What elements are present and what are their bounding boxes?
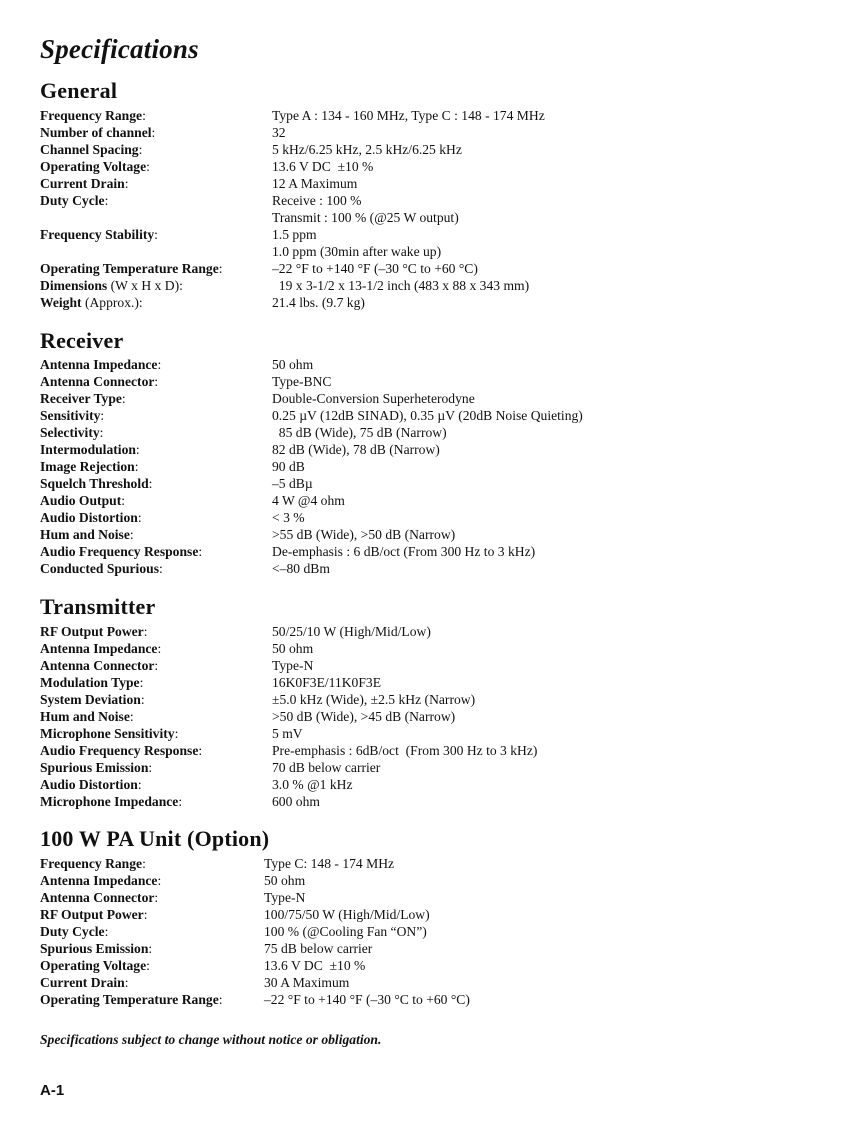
spec-label — [40, 742, 202, 759]
spec-value: 50/25/10 W (High/Mid/Low) — [272, 624, 431, 639]
spec-label — [40, 373, 158, 390]
spec-row — [40, 640, 840, 657]
spec-value: >55 dB (Wide), >50 dB (Narrow) — [272, 527, 456, 542]
spec-label-name: Dimensions — [40, 278, 108, 293]
spec-row — [40, 390, 840, 407]
spec-value: 4 W @4 ohm — [272, 493, 345, 508]
spec-label-name: Selectivity — [40, 425, 100, 440]
spec-label — [40, 158, 150, 175]
spec-label — [40, 974, 128, 991]
section-title-transmitter: Transmitter — [40, 594, 156, 619]
spec-label — [40, 226, 158, 243]
spec-row — [40, 492, 840, 509]
spec-label-suffix: : — [154, 890, 159, 905]
spec-value: Type A : 134 - 160 MHz, Type C : 148 - 174 MHz — [272, 108, 545, 123]
spec-value: –22 °F to +140 °F (–30 °C to +60 °C) — [264, 992, 470, 1007]
spec-row — [40, 691, 840, 708]
spec-value: 50 ohm — [264, 873, 306, 888]
spec-row — [40, 889, 840, 906]
spec-label-name: Channel Spacing — [40, 142, 139, 157]
spec-label — [40, 906, 148, 923]
spec-row — [40, 407, 840, 424]
spec-label — [40, 708, 134, 725]
spec-value: Type-N — [264, 890, 306, 905]
spec-label-suffix: : — [174, 726, 179, 741]
spec-label-suffix: : — [134, 459, 139, 474]
spec-label-name: Frequency Stability — [40, 227, 155, 242]
spec-label-name: Audio Distortion — [40, 777, 138, 792]
spec-row — [40, 475, 840, 492]
spec-row — [40, 657, 840, 674]
spec-value: 13.6 V DC ±10 % — [272, 159, 374, 174]
spec-label-suffix: : — [143, 907, 148, 922]
spec-value: 75 dB below carrier — [264, 941, 373, 956]
spec-row — [40, 192, 840, 209]
spec-label-suffix: : — [124, 176, 129, 191]
page-title: Specifications — [40, 34, 199, 64]
spec-label-suffix: : — [198, 544, 203, 559]
spec-label — [40, 424, 103, 441]
spec-label — [40, 560, 163, 577]
spec-list-transmitter — [40, 623, 840, 810]
spec-label-name: Sensitivity — [40, 408, 101, 423]
spec-value: < 3 % — [272, 510, 305, 525]
spec-label-name: Spurious Emission — [40, 941, 149, 956]
spec-label-suffix: : — [139, 675, 144, 690]
spec-label-name: Hum and Noise — [40, 527, 130, 542]
spec-label-name: RF Output Power — [40, 624, 144, 639]
spec-value: –22 °F to +140 °F (–30 °C to +60 °C) — [272, 261, 478, 276]
spec-row — [40, 543, 840, 560]
spec-value: Transmit : 100 % (@25 W output) — [272, 210, 459, 225]
spec-label — [40, 294, 143, 311]
spec-value: De-emphasis : 6 dB/oct (From 300 Hz to 3 kHz) — [272, 544, 536, 559]
spec-value: Type-BNC — [272, 374, 332, 389]
footnote: Specifications subject to change without notice or obligation. — [40, 1032, 382, 1047]
spec-label-name: Hum and Noise — [40, 709, 130, 724]
spec-value: –5 dBµ — [272, 476, 313, 491]
spec-row — [40, 974, 840, 991]
spec-label-name: Squelch Threshold — [40, 476, 149, 491]
spec-label — [40, 509, 142, 526]
spec-row — [40, 793, 840, 810]
spec-row — [40, 526, 840, 543]
spec-label — [40, 260, 223, 277]
spec-row — [40, 124, 840, 141]
spec-label-suffix: : — [159, 561, 163, 576]
spec-label-suffix: : — [104, 924, 109, 939]
spec-label-name: Antenna Connector — [40, 658, 155, 673]
spec-row — [40, 277, 840, 294]
spec-label — [40, 923, 108, 940]
spec-value: 50 ohm — [272, 357, 314, 372]
spec-label-name: Operating Temperature Range — [40, 261, 219, 276]
spec-label-suffix: : — [100, 408, 105, 423]
spec-label-name: Weight — [40, 295, 82, 310]
spec-label-name: Operating Voltage — [40, 159, 147, 174]
spec-value: 13.6 V DC ±10 % — [264, 958, 366, 973]
spec-label — [40, 175, 128, 192]
spec-label — [40, 475, 152, 492]
spec-label-name: Operating Voltage — [40, 958, 147, 973]
spec-value: 30 A Maximum — [264, 975, 350, 990]
spec-value: Receive : 100 % — [272, 193, 362, 208]
spec-value: 600 ohm — [272, 794, 320, 809]
spec-value: Double-Conversion Superheterodyne — [272, 391, 475, 406]
spec-label-name: Audio Frequency Response — [40, 544, 199, 559]
spec-label-name: Microphone Impedance — [40, 794, 179, 809]
spec-row — [40, 940, 840, 957]
spec-list-general — [40, 107, 840, 311]
spec-label-name: Antenna Impedance — [40, 873, 158, 888]
spec-label-suffix: (W x H x D): — [107, 278, 183, 293]
spec-value: 90 dB — [272, 459, 305, 474]
spec-value: 21.4 lbs. (9.7 kg) — [272, 295, 365, 310]
spec-value: 1.5 ppm — [272, 227, 317, 242]
spec-label-suffix: : — [146, 958, 150, 973]
spec-label-name: Modulation Type — [40, 675, 140, 690]
spec-label — [40, 691, 145, 708]
spec-label — [40, 640, 161, 657]
spec-label — [40, 940, 152, 957]
section-title-general: General — [40, 78, 118, 103]
spec-row — [40, 424, 840, 441]
spec-label — [40, 759, 152, 776]
spec-row — [40, 742, 840, 759]
spec-row — [40, 872, 840, 889]
spec-label-name: Audio Distortion — [40, 510, 138, 525]
spec-label-suffix: : — [104, 193, 109, 208]
spec-label — [40, 277, 183, 294]
spec-row — [40, 175, 840, 192]
spec-label-name: Antenna Connector — [40, 890, 155, 905]
spec-label-name: Current Drain — [40, 975, 125, 990]
spec-label-name: Duty Cycle — [40, 193, 105, 208]
spec-row — [40, 373, 840, 390]
spec-label — [40, 657, 158, 674]
spec-value: 82 dB (Wide), 78 dB (Narrow) — [272, 442, 440, 457]
spec-value: 0.25 µV (12dB SINAD), 0.35 µV (20dB Noise Quieting) — [272, 408, 583, 423]
spec-label — [40, 107, 146, 124]
spec-label — [40, 855, 146, 872]
spec-row — [40, 243, 840, 260]
spec-label-name: Image Rejection — [40, 459, 135, 474]
spec-row — [40, 509, 840, 526]
spec-row — [40, 923, 840, 940]
spec-value: ±5.0 kHz (Wide), ±2.5 kHz (Narrow) — [272, 692, 476, 707]
spec-label-suffix: : — [154, 374, 159, 389]
spec-row — [40, 725, 840, 742]
spec-label-name: System Deviation — [40, 692, 141, 707]
spec-label-suffix: : — [140, 692, 145, 707]
spec-value: 19 x 3-1/2 x 13-1/2 inch (483 x 88 x 343 mm) — [272, 278, 530, 293]
spec-label-suffix: : — [218, 261, 223, 276]
spec-label-suffix: : — [198, 743, 203, 758]
spec-label — [40, 872, 161, 889]
spec-label-name: Current Drain — [40, 176, 125, 191]
spec-label-name: Antenna Impedance — [40, 641, 158, 656]
spec-label-suffix: : — [178, 794, 183, 809]
spec-label-suffix: : — [129, 709, 134, 724]
spec-label — [40, 543, 202, 560]
spec-label-suffix: : — [99, 425, 104, 440]
spec-label — [40, 192, 108, 209]
spec-row — [40, 458, 840, 475]
spec-value: 5 kHz/6.25 kHz, 2.5 kHz/6.25 kHz — [272, 142, 462, 157]
spec-row — [40, 623, 840, 640]
spec-value: 3.0 % @1 kHz — [272, 777, 353, 792]
spec-label-suffix: : — [218, 992, 223, 1007]
spec-row — [40, 674, 840, 691]
spec-value: Pre-emphasis : 6dB/oct (From 300 Hz to 3 kHz) — [272, 743, 538, 758]
spec-label — [40, 124, 155, 141]
spec-label-suffix: : — [121, 391, 126, 406]
spec-label-suffix: : — [157, 357, 162, 372]
spec-label — [40, 991, 223, 1008]
spec-label — [40, 407, 104, 424]
spec-row — [40, 906, 840, 923]
spec-label-suffix: : — [142, 108, 146, 123]
spec-label-name: Receiver Type — [40, 391, 122, 406]
spec-row — [40, 294, 840, 311]
spec-label — [40, 674, 143, 691]
spec-label — [40, 776, 142, 793]
spec-label — [40, 526, 134, 543]
spec-label-name: Antenna Impedance — [40, 357, 158, 372]
spec-row — [40, 957, 840, 974]
spec-label-suffix: : — [157, 873, 162, 888]
spec-label — [40, 957, 150, 974]
spec-value: Type C: 148 - 174 MHz — [264, 856, 395, 871]
spec-label-suffix: : — [129, 527, 134, 542]
spec-label-suffix: : — [143, 624, 148, 639]
spec-label-suffix: (Approx.): — [81, 295, 143, 310]
spec-row — [40, 260, 840, 277]
spec-value: Type-N — [272, 658, 314, 673]
spec-label-name: RF Output Power — [40, 907, 144, 922]
spec-value: 70 dB below carrier — [272, 760, 381, 775]
spec-label — [40, 889, 158, 906]
spec-label-name: Antenna Connector — [40, 374, 155, 389]
spec-label-name: Microphone Sensitivity — [40, 726, 175, 741]
spec-label-suffix: : — [148, 760, 153, 775]
spec-value: <–80 dBm — [272, 561, 330, 576]
spec-row — [40, 226, 840, 243]
spec-label — [40, 356, 161, 373]
spec-label-suffix: : — [157, 641, 162, 656]
spec-value: 100/75/50 W (High/Mid/Low) — [264, 907, 430, 922]
spec-row — [40, 356, 840, 373]
page-number: A-1 — [40, 1082, 65, 1099]
spec-label — [40, 441, 140, 458]
spec-row — [40, 708, 840, 725]
spec-row — [40, 991, 840, 1008]
spec-label-suffix: : — [148, 476, 153, 491]
spec-label — [40, 141, 142, 158]
section-title-receiver: Receiver — [40, 328, 124, 353]
spec-label — [40, 458, 139, 475]
spec-label-suffix: : — [138, 142, 143, 157]
spec-label — [40, 725, 178, 742]
spec-label-name: Frequency Range — [40, 108, 143, 123]
spec-row — [40, 759, 840, 776]
spec-label-suffix: : — [137, 777, 142, 792]
spec-label-name: Audio Output — [40, 493, 122, 508]
spec-row — [40, 560, 840, 577]
spec-label-suffix: : — [124, 975, 129, 990]
spec-row — [40, 209, 840, 226]
spec-label-suffix: : — [154, 227, 158, 242]
spec-label-suffix: : — [135, 442, 140, 457]
spec-label-suffix: : — [154, 658, 159, 673]
spec-label-name: Conducted Spurious — [40, 561, 159, 576]
spec-row — [40, 441, 840, 458]
spec-row — [40, 855, 840, 872]
spec-value: 1.0 ppm (30min after wake up) — [272, 244, 442, 259]
spec-row — [40, 107, 840, 124]
spec-value: 12 A Maximum — [272, 176, 358, 191]
spec-list-receiver — [40, 356, 840, 577]
spec-value: 5 mV — [272, 726, 303, 741]
spec-label-suffix: : — [146, 159, 150, 174]
spec-label-name: Frequency Range — [40, 856, 143, 871]
spec-label-name: Duty Cycle — [40, 924, 105, 939]
spec-label-name: Operating Temperature Range — [40, 992, 219, 1007]
spec-label — [40, 390, 126, 407]
spec-label — [40, 793, 182, 810]
spec-label — [40, 492, 125, 509]
spec-row — [40, 141, 840, 158]
spec-value: 16K0F3E/11K0F3E — [272, 675, 382, 690]
spec-value: 85 dB (Wide), 75 dB (Narrow) — [272, 425, 447, 440]
spec-label-suffix: : — [121, 493, 125, 508]
spec-row — [40, 776, 840, 793]
spec-value: 100 % (@Cooling Fan “ON”) — [264, 924, 427, 939]
spec-list-pa-unit — [40, 855, 840, 1008]
spec-label — [40, 623, 148, 640]
spec-label-suffix: : — [142, 856, 146, 871]
spec-value: >50 dB (Wide), >45 dB (Narrow) — [272, 709, 456, 724]
spec-value: 32 — [272, 125, 286, 140]
spec-label-suffix: : — [137, 510, 142, 525]
spec-label-suffix: : — [151, 125, 156, 140]
spec-label-name: Number of channel — [40, 125, 152, 140]
spec-label-name: Intermodulation — [40, 442, 136, 457]
spec-label-name: Spurious Emission — [40, 760, 149, 775]
spec-label-suffix: : — [148, 941, 153, 956]
spec-value: 50 ohm — [272, 641, 314, 656]
spec-label-name: Audio Frequency Response — [40, 743, 199, 758]
section-title-pa-unit: 100 W PA Unit (Option) — [40, 826, 270, 851]
spec-row — [40, 158, 840, 175]
